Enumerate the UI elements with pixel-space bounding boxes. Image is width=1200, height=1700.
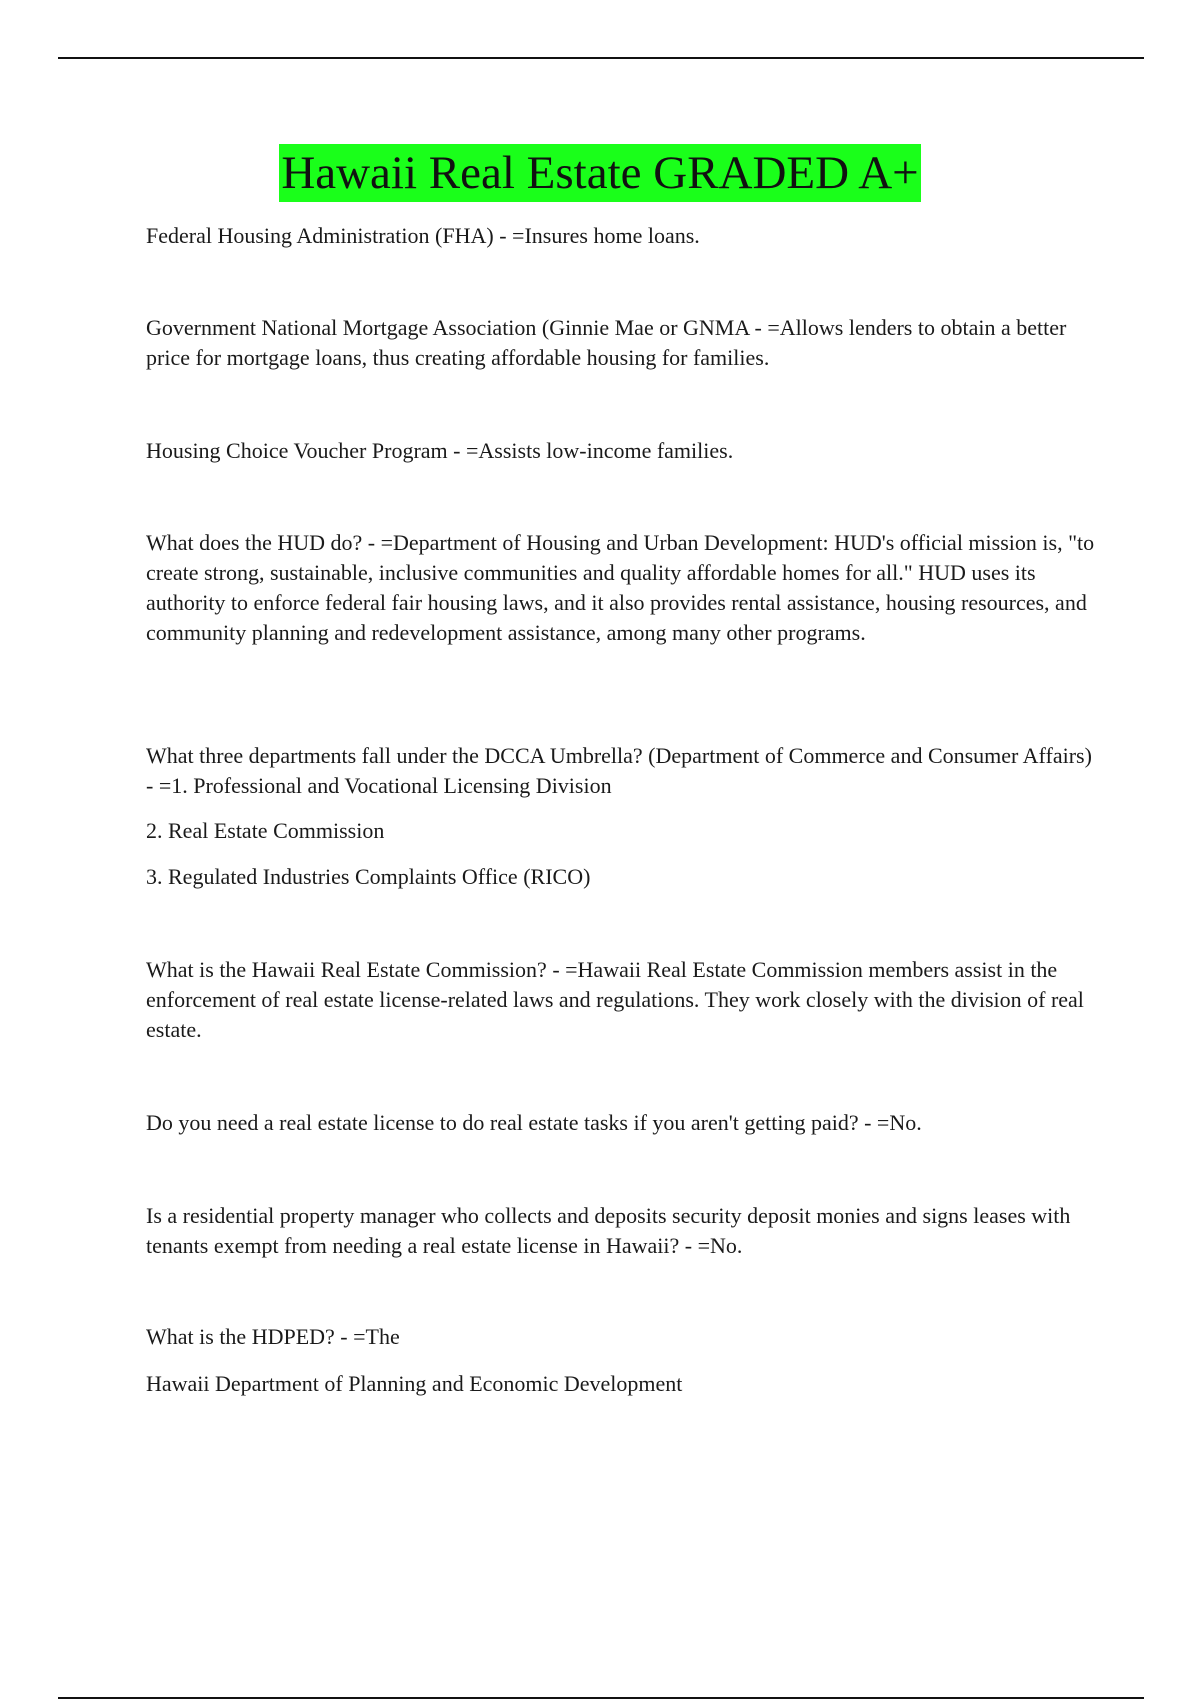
answer-text: =Hawaii Real Estate Commission members assist in the enforcement of real estate license-related laws and regulations. They work closely with the division of real estate. — [146, 957, 1084, 1042]
answer-text: =The — [353, 1324, 400, 1349]
qa-item-property-manager — [146, 1201, 1096, 1261]
answer-extra-line: 2. Real Estate Commission — [146, 818, 385, 843]
answer-text: =1. Professional and Vocational Licensing Division — [158, 773, 612, 798]
question-text: Federal Housing Administration (FHA) - — [146, 223, 512, 248]
qa-item-commission — [146, 955, 1096, 1045]
bottom-rule — [58, 1697, 1144, 1699]
qa-item-hud — [146, 528, 1096, 648]
qa-item-fha — [146, 221, 1096, 251]
question-text: Is a residential property manager who collects and deposits security deposit monies and signs leases with tenants exempt from needing a real estate license in Hawaii? - — [146, 1203, 1070, 1258]
answer-text: =No. — [697, 1233, 743, 1258]
question-text: Government National Mortgage Association (Ginnie Mae or GNMA - — [146, 315, 767, 340]
qa-item-voucher — [146, 436, 1096, 466]
question-text: Do you need a real estate license to do real estate tasks if you aren't getting paid? - — [146, 1110, 877, 1135]
top-rule — [58, 57, 1144, 59]
question-text: What three departments fall under the DCCA Umbrella? (Department of Commerce and Consumer Affairs) - — [146, 743, 1092, 798]
answer-text: =Insures home loans. — [512, 223, 700, 248]
qa-item-gnma — [146, 313, 1096, 373]
answer-text: =Department of Housing and Urban Development: HUD's official mission is, "to create strong, sustainable, inclusive communities and quality affordable homes for all." HUD uses its authority to enforce federal fair housing laws, and it also provides rental assistance, housing resources, and community planning and redevelopment assistance, among many other programs. — [146, 530, 1095, 645]
question-text: What is the HDPED? - — [146, 1324, 353, 1349]
qa-item-dcca — [146, 741, 1096, 801]
document-title: Hawaii Real Estate GRADED A+ — [279, 144, 920, 202]
question-text: Housing Choice Voucher Program - — [146, 438, 466, 463]
question-text: What does the HUD do? - — [146, 530, 381, 555]
qa-item-license-unpaid — [146, 1108, 1096, 1138]
answer-text: =No. — [876, 1110, 922, 1135]
answer-extra-line: 3. Regulated Industries Complaints Office (RICO) — [146, 864, 591, 889]
qa-item-hdped — [146, 1322, 1096, 1352]
question-text: What is the Hawaii Real Estate Commission? - — [146, 957, 565, 982]
answer-extra-line: Hawaii Department of Planning and Economic Development — [146, 1371, 683, 1396]
title-block — [0, 144, 1200, 202]
answer-text: =Allows lenders to obtain a better price for mortgage loans, thus creating affordable housing for families. — [146, 315, 1067, 370]
answer-text: =Assists low-income families. — [465, 438, 734, 463]
